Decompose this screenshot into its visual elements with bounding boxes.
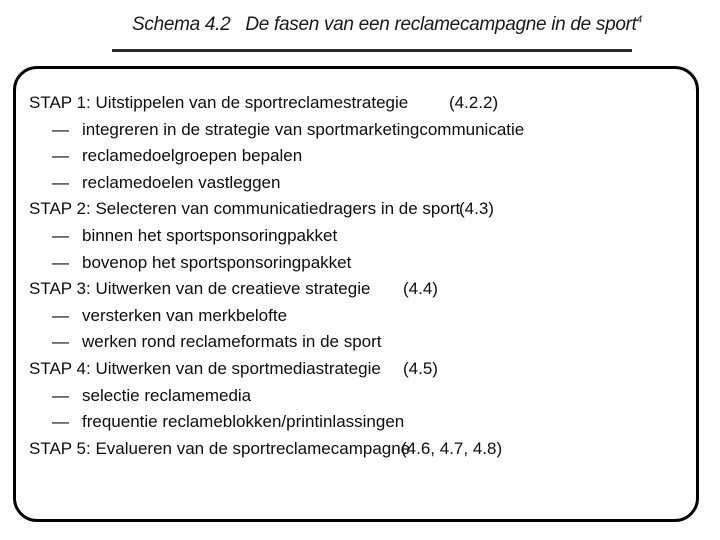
step-2-item xyxy=(29,223,524,250)
step-2-item-text: binnen het sportsponsoringpakket xyxy=(82,225,338,245)
step-1-item-text: integreren in de strategie van sportmarketingcommunicatie xyxy=(82,119,525,139)
step-3-label: STAP 3: Uitwerken van de creatieve strategie xyxy=(29,279,371,299)
schema-title xyxy=(132,14,642,36)
step-5-label: STAP 5: Evalueren van de sportreclamecampagne xyxy=(29,438,411,458)
step-2-item-text: bovenop het sportsponsoringpakket xyxy=(82,252,352,272)
step-1-label: STAP 1: Uitstippelen van de sportreclamestrategie xyxy=(29,93,409,112)
step-4-item xyxy=(29,409,524,436)
step-1-item xyxy=(29,170,524,197)
step-4-ref: (4.5) xyxy=(403,358,438,378)
step-1 xyxy=(29,90,524,117)
step-5 xyxy=(29,436,524,463)
step-4-label: STAP 4: Uitwerken van de sportmediastrategie xyxy=(29,358,381,378)
step-1-item xyxy=(29,143,524,170)
dash-bullet: — xyxy=(52,146,69,166)
step-3-item xyxy=(29,329,524,356)
step-1-ref: (4.2.2) xyxy=(449,93,499,112)
dash-bullet: — xyxy=(52,225,69,245)
step-1-item-text: reclamedoelgroepen bepalen xyxy=(82,146,303,166)
step-4-item-text: selectie reclamemedia xyxy=(82,385,252,405)
dash-bullet: — xyxy=(52,305,69,325)
step-3-ref: (4.4) xyxy=(403,279,438,299)
dash-bullet: — xyxy=(52,119,69,139)
step-5-ref: (4.6, 4.7, 4.8) xyxy=(401,438,503,458)
step-1-item xyxy=(29,117,524,144)
step-4 xyxy=(29,356,524,383)
schema-caption: De fasen van een reclamecampagne in de sport xyxy=(245,14,637,35)
step-2-item xyxy=(29,250,524,277)
steps-list xyxy=(29,90,524,462)
dash-bullet: — xyxy=(52,172,69,192)
step-3-item-text: versterken van merkbelofte xyxy=(82,305,288,325)
step-2-label: STAP 2: Selecteren van communicatiedragers in de sport xyxy=(29,199,461,219)
step-3-item xyxy=(29,303,524,330)
step-2 xyxy=(29,196,524,223)
step-1-item-text: reclamedoelen vastleggen xyxy=(82,172,281,192)
step-3 xyxy=(29,276,524,303)
step-4-item xyxy=(29,383,524,410)
dash-bullet: — xyxy=(52,385,69,405)
step-2-ref: (4.3) xyxy=(459,199,494,219)
schema-number: Schema 4.2 xyxy=(132,14,231,35)
step-3-item-text: werken rond reclameformats in de sport xyxy=(82,332,382,352)
dash-bullet: — xyxy=(52,412,69,432)
dash-bullet: — xyxy=(52,332,69,352)
dash-bullet: — xyxy=(52,252,69,272)
title-underline xyxy=(112,49,632,52)
footnote-marker: 4 xyxy=(636,14,642,26)
step-4-item-text: frequentie reclameblokken/printinlassingen xyxy=(82,412,405,432)
